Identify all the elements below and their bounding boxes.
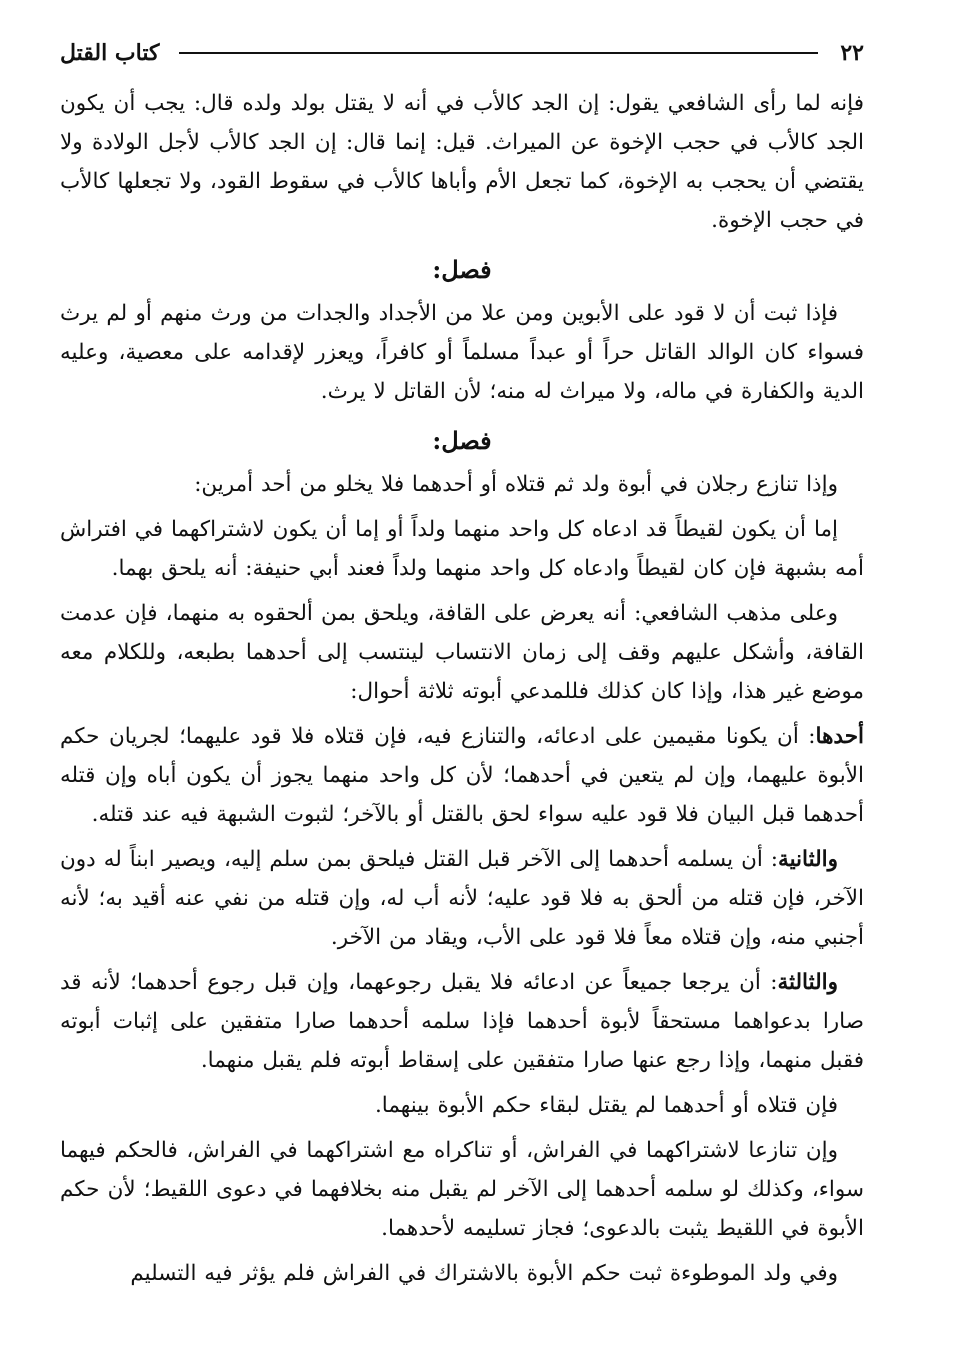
- paragraph-7: [60, 840, 864, 957]
- case-two-text: : أن يسلمه أحدهما إلى الآخر قبل القتل فيلحق بمن سلم إليه، ويصير ابناً له دون الآخر، فإن قتله من ألحق به فلا قود عليه؛ لأنه أب له، وإن قتله من نفي عنه أقيد به؛ لأنه أجنبي منه، وإن قتلاه معاً فلا قود على الأب، ويقاد من الآخر.: [60, 847, 864, 950]
- page-header: [60, 36, 864, 70]
- section-heading-2: فصل:: [432, 426, 492, 455]
- paragraph-11: وفي ولد الموطوءة ثبت حكم الأبوة بالاشتراك في الفراش فلم يؤثر فيه التسليم: [130, 1261, 838, 1286]
- paragraph-1: فإنه لما رأى الشافعي يقول: إن الجد كالأب في أنه لا يقتل بولد ولده قال: يجب أن يكون الجد كالأب في حجب الإخوة عن الميراث. قيل: إنما قال: إن الجد كالأب لأجل الولادة ولا يقتضي أن يحجب به الإخوة، كما تجعل الأم وأباها كالأب في سقوط القود، ولا تجعلها كالأب في حجب الإخوة.: [60, 91, 864, 233]
- paragraph-10: وإن تنازعا لاشتراكهما في الفراش، أو تناكراه مع اشتراكهما في الفراش، فالحكم فيهما سواء، وكذلك لو سلمه أحدهما إلى الآخر لم يقبل منه بخلافهما في دعوى اللقيط؛ لأن حكم الأبوة في اللقيط يثبت بالدعوى؛ فجاز تسليمه لأحدهما.: [60, 1138, 864, 1241]
- paragraph-2: فإذا ثبت أن لا قود على الأبوين ومن علا من الأجداد والجدات من ورث منهم أو لم يرث فسواء كان الوالد القاتل حراً أو عبداً مسلماً أو كافراً، ويعزر لإقدامه على معصية، وعليه الدية والكفارة في ماله، ولا ميراث له منه؛ لأن القاتل لا يرث.: [60, 301, 864, 404]
- paragraph-9: فإن قتلاه أو أحدهما لم يقتل لبقاء حكم الأبوة بينهما.: [374, 1093, 838, 1118]
- header-rule: [179, 52, 818, 54]
- section-heading-1: فصل:: [432, 255, 492, 284]
- paragraph-8: [60, 963, 864, 1080]
- case-three-label: والثالثة: [777, 970, 838, 995]
- case-one-text: : أن يكونا مقيمين على ادعائه، والتنازع فيه، فإن قتلاه فلا قود عليهما؛ لجريان حكم الأبوة عليهما، وإن لم يتعين في أحدهما؛ لأن كل واحد منهما يجوز أن يكون أباه وإن قتله أحدهما قبل البيان فلا قود عليه سواء لحق بالقتل أو بالآخر؛ لثبوت الشبهة فيه عند قتله.: [60, 724, 864, 827]
- page-number: ٢٢: [840, 40, 864, 66]
- paragraph-3: وإذا تنازع رجلان في أبوة ولد ثم قتلاه أو أحدهما فلا يخلو من أحد أمرين:: [194, 472, 838, 497]
- paragraph-5: وعلى مذهب الشافعي: أنه يعرض على القافة، ويلحق بمن ألحقوه به منهما، فإن عدمت القافة، وأشكل عليهم وقف إلى زمان الانتساب لينتسب إلى أحدهما بطبعه، وللكلام معه موضع غير هذا، وإذا كان كذلك فللمدعي أبوته ثلاثة أحوال:: [60, 601, 864, 704]
- case-three-text: : أن يرجعا جميعاً عن ادعائه فلا يقبل رجوعهما، وإن قبل رجوع أحدهما؛ لأنه قد صارا بدعواهما مستحقاً لأبوة أحدهما فإذا سلمه أحدهما صارا متفقين على إثبات أبوته فقبل منهما، وإذا رجع عنها صارا متفقين على إسقاط أبوته فلم يقبل منهما.: [60, 970, 864, 1073]
- case-one-label: أحدها: [815, 724, 864, 749]
- paragraph-4: إما أن يكون لقيطاً قد ادعاه كل واحد منهما ولداً أو إما أن يكون لاشتراكهما في افتراش أمه بشبهة فإن كان لقيطاً وادعاه كل واحد منهما ولداً فعند أبي حنيفة: أنه يلحق بهما.: [60, 517, 864, 581]
- case-two-label: والثانية: [778, 847, 838, 872]
- paragraph-6: [60, 717, 864, 834]
- page-body: [60, 84, 864, 1293]
- running-title: كتاب القتل: [60, 40, 160, 66]
